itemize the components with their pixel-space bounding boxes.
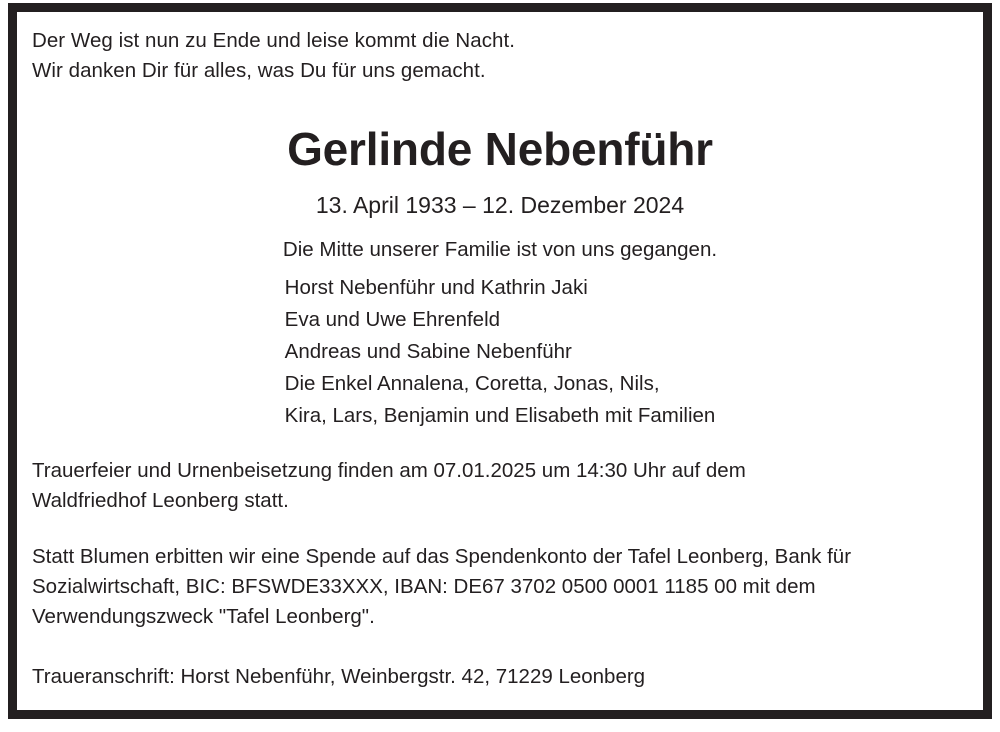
deceased-name: Gerlinde Nebenführ bbox=[287, 123, 713, 175]
mourning-address-paragraph bbox=[32, 662, 968, 692]
mourner-line: Andreas und Sabine Nebenführ bbox=[284, 340, 572, 363]
donation-line-1: Statt Blumen erbitten wir eine Spende auf das Spendenkonto der Tafel Leonberg, Bank für bbox=[32, 545, 852, 568]
mourner-line: Kira, Lars, Benjamin und Elisabeth mit Familien bbox=[284, 404, 716, 427]
donation-line-3: Verwendungszweck "Tafel Leonberg". bbox=[32, 605, 375, 628]
mourner-line: Eva und Uwe Ehrenfeld bbox=[284, 308, 501, 331]
mourning-address-line: Traueranschrift: Horst Nebenführ, Weinbergstr. 42, 71229 Leonberg bbox=[32, 665, 646, 688]
notice-body bbox=[32, 456, 968, 692]
donation-line-2: Sozialwirtschaft, BIC: BFSWDE33XXX, IBAN: DE67 3702 0500 0001 1185 00 mit dem bbox=[32, 575, 816, 598]
obituary-notice bbox=[17, 12, 983, 710]
memorial-verse-line-2: Wir danken Dir für alles, was Du für uns gemacht. bbox=[32, 59, 486, 82]
family-intro-text: Die Mitte unserer Familie ist von uns gegangen. bbox=[282, 238, 718, 261]
funeral-service-line-2: Waldfriedhof Leonberg statt. bbox=[32, 489, 289, 512]
life-dates: 13. April 1933 – 12. Dezember 2024 bbox=[315, 192, 685, 218]
memorial-verse bbox=[32, 26, 515, 86]
funeral-service-paragraph bbox=[32, 456, 968, 516]
mourner-list bbox=[285, 272, 716, 432]
obituary-border-frame bbox=[8, 3, 992, 719]
funeral-service-line-1: Trauerfeier und Urnenbeisetzung finden am 07.01.2025 um 14:30 Uhr auf dem bbox=[32, 459, 746, 482]
memorial-verse-line-1: Der Weg ist nun zu Ende und leise kommt die Nacht. bbox=[32, 29, 515, 52]
donation-paragraph bbox=[32, 542, 968, 632]
mourner-line: Horst Nebenführ und Kathrin Jaki bbox=[284, 276, 588, 299]
family-block bbox=[17, 234, 983, 432]
mourner-line: Die Enkel Annalena, Coretta, Jonas, Nils, bbox=[284, 372, 660, 395]
